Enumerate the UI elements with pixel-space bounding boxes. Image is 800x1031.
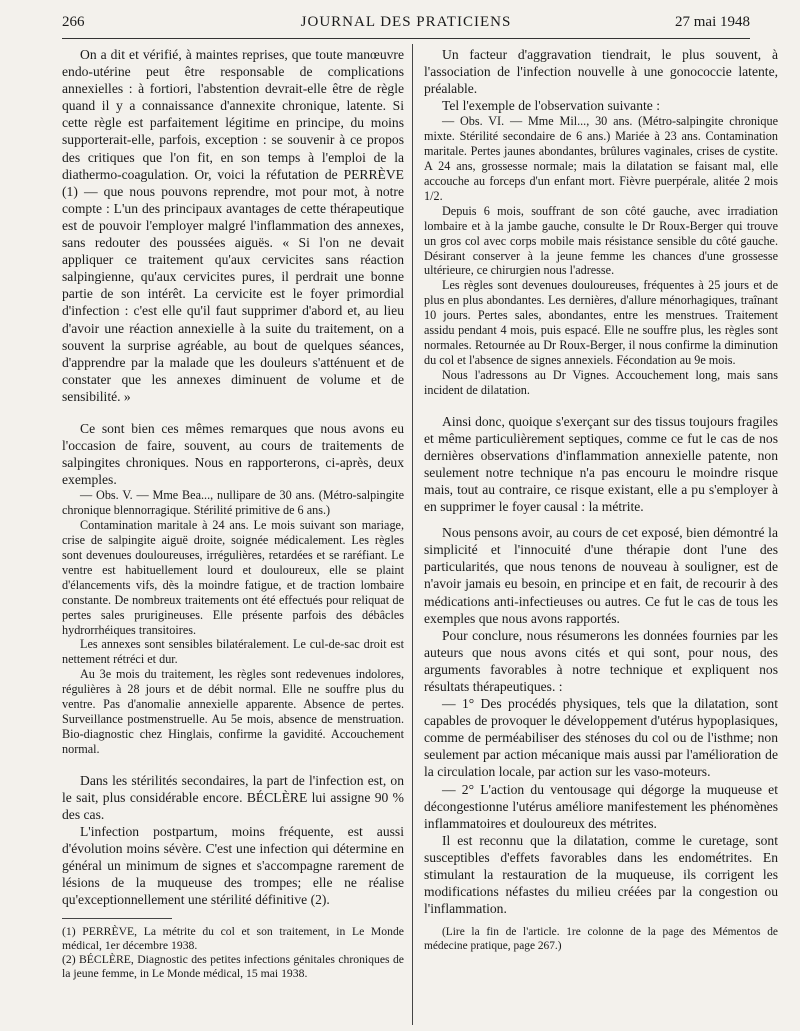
observation-text: Les règles sont devenues douloureuses, fréquentes à 25 jours et de plus en plus abondantes. Les dernières, d'allure ménorhagiques, traînant 10 jours. Pertes sales, abondantes, entre les menstrues. Traitement assidu pendant 4 mois, puis espacé. Elle ne souffre plus, les règles sont normales. Retournée au Dr Roux-Berger, il nous confirme la diminution du col et l'absence de signes annexiels. Fécondation au 9e mois. [424,278,778,367]
paragraph: On a dit et vérifié, à maintes reprises, que toute manœuvre endo-utérine peut être responsable de complications annexielles : à fortiori, l'abstention devrait-elle être de règle quand il y a connaissance d'annexite chronique, latente. Si cette règle est parfaitement légitime en principe, du moins supporterait-elle, parfois, exception : se souvenir à ce propos des critiques que l'on fit, en son temps à l'emploi de la diathermo-coagulation. Or, voici la réfutation de PERRÈVE (1) — que nous pouvons reprendre, mot pour mot, à notre compte : L'un des principaux avantages de cette thérapeutique est de pouvoir l'employer malgré l'inflammation des annexes, sans redouter des poussées aiguës. « Si l'on ne devait appliquer ce traitement qu'aux cervicites sans réaction salpingienne, qu'aux cervicites pures, il perdrait une bonne partie de son intérêt. La cervicite est le foyer primordial d'infection : c'est elle qu'il faut supprimer d'abord et, au lieu d'avoir une réaction annexielle à la suite du traitement, on a souvent la surprise agréable, au bout de quelques séances, d'apprendre par la malade que les douleurs s'atténuent et de constater que les annexes diminuent de volume et de sensibilité. » [62,47,404,404]
footnote-rule [62,918,172,919]
paragraph: Il est reconnu que la dilatation, comme le curetage, sont susceptibles d'effets favorables dans les endométrites. En stimulant la restauration de la muqueuse, ils corrigent les modifications néfastes du milieu créées par la congestion ou l'inflammation. [424,832,778,917]
observation-heading: — Obs. VI. — Mme Mil..., 30 ans. (Métro-salpingite chronique mixte. Stérilité secondaire de 6 ans.) Mariée à 23 ans. Contamination maritale. Pertes jaunes abondantes, brûlures vaginales, crises de cystite. A 24 ans, grossesse normale; mais la dilatation se faisant mal, elle accouche au forceps d'un enfant mort. Fièvre puerpérale, alitée 2 mois 1/2. [424,114,778,203]
paragraph: Tel l'exemple de l'observation suivante : [442,98,660,114]
paragraph: Ce sont bien ces mêmes remarques que nous avons eu l'occasion de faire, souvent, au cours de traitements de salpingites chroniques. Nous en rapporterons, ci-après, deux exemples. [62,420,404,488]
column-divider [412,44,413,1025]
paragraph: Ainsi donc, quoique s'exerçant sur des tissus toujours fragiles et même particulièrement septiques, comme ce fut le cas de nos dernières observations d'inflammation annexielle patente, non seulement notre technique n'a pas encouru le moindre risque mais, tout au contraire, ce risque existant, elle a pu s'employer à en supprimer le foyer causal : la métrite. [424,413,778,515]
paragraph: Dans les stérilités secondaires, la part de l'infection est, on le sait, plus considérable encore. BÉCLÈRE lui assigne 90 % des cas. [62,772,404,822]
paragraph: L'infection postpartum, moins fréquente, est aussi d'évolution moins sévère. C'est une infection qui détermine en général un minimum de signes et s'accompagne rarement de lésions de la muqueuse des trompes; elle ne réalise qu'exceptionnellement une stérilité définitive (2). [62,823,404,908]
left-column [62,46,404,981]
paragraph: Nous pensons avoir, au cours de cet exposé, bien démontré la simplicité et l'innocuité d'une thérapie dont l'une des particularités, que nous tenons de nouveau à souligner, est de n'avoir jamais eu besoin, en principe et en fait, de recourir à des médications anti-infectieuses ou autres. Ce fut le cas de tous les exemples que nous avons rapportés. [424,525,778,626]
observation-heading: — Obs. V. — Mme Bea..., nullipare de 30 ans. (Métro-salpingite chronique blennorragique. Stérilité primitive de 6 ans.) [62,488,404,518]
page-number: 266 [62,14,85,30]
continuation-note: (Lire la fin de l'article. 1re colonne de la page des Mémentos de médecine pratique, page 267.) [424,926,778,953]
header-rule [62,38,750,39]
journal-title: JOURNAL DES PRATICIENS [300,14,512,30]
paragraph: — 1° Des procédés physiques, tels que la dilatation, sont capables de provoquer le développement d'utérus hypoplasiques, comme de perméabiliser des sténoses du col ou de l'isthme; non seulement par action mécanique mais aussi par l'amélioration de la circulation locale, par action sur les vaso-moteurs. [424,696,778,780]
footnote-1: (1) PERRÈVE, La métrite du col et son traitement, in Le Monde médical, 1er décembre 1938. [62,925,404,953]
issue-date: 27 mai 1948 [675,14,750,30]
paragraph: Un facteur d'aggravation tiendrait, le plus souvent, à l'association de l'infection nouvelle à une gonococcie latente, préalable. [424,47,778,97]
observation-text: Contamination maritale à 24 ans. Le mois suivant son mariage, crise de salpingite aiguë droite, soignée médicalement. Les règles sont devenues douloureuses, irrégulières, retardées et se raréfiant. Le ventre est habituellement lourd et douloureux, elle se plaint d'élancements vifs, dès la moindre fatigue, et de traction lombaire constante. De nombreux traitements ont été effectués pour reliquat de pertes sales prurigineuses. Elle présente parfois des débâcles hydrorrhéiques transitoires. [62,518,404,637]
paragraph: Pour conclure, nous résumerons les données fournies par les auteurs que nous avons cités et qui sont, pour nous, des arguments favorables à notre technique et expliquent nos résultats thérapeutiques. : [424,627,778,694]
observation-text: Depuis 6 mois, souffrant de son côté gauche, avec irradiation lombaire et à la jambe gauche, consulte le Dr Roux-Berger qui trouve un gros col avec corps mobile mais résistance sensible du côté gauche. Désirant conserver à la jeune femme les chances d'une grossesse ultérieure, ce chirurgien nous l'adresse. [424,203,778,278]
paragraph: — 2° L'action du ventousage qui dégorge la muqueuse et décongestionne l'utérus améliore manifestement les phénomènes inflammatoires et douloureux des métrites. [424,781,778,831]
page-header [62,14,750,36]
observation-text: Les annexes sont sensibles bilatéralement. Le cul-de-sac droit est nettement rétréci et dur. [62,637,404,667]
observation-text: Nous l'adressons au Dr Vignes. Accouchement long, mais sans incident de dilatation. [424,367,778,397]
footnote-2: (2) BÉCLÈRE, Diagnostic des petites infections génitales chroniques de la jeune femme, in Le Monde médical, 15 mai 1938. [62,953,404,980]
right-column [424,46,778,954]
observation-text: Au 3e mois du traitement, les règles sont redevenues indolores, régulières à 28 jours et de débit normal. Elle ne souffre plus du ventre. Pas d'anomalie annexielle apparente. Absence de pertes. Surveillance postmenstruelle. Au 5e mois, absence de menstruation. Bio-diagnostic chez Hinglais, confirme la gavidité. Accouchement normal. [62,667,404,756]
